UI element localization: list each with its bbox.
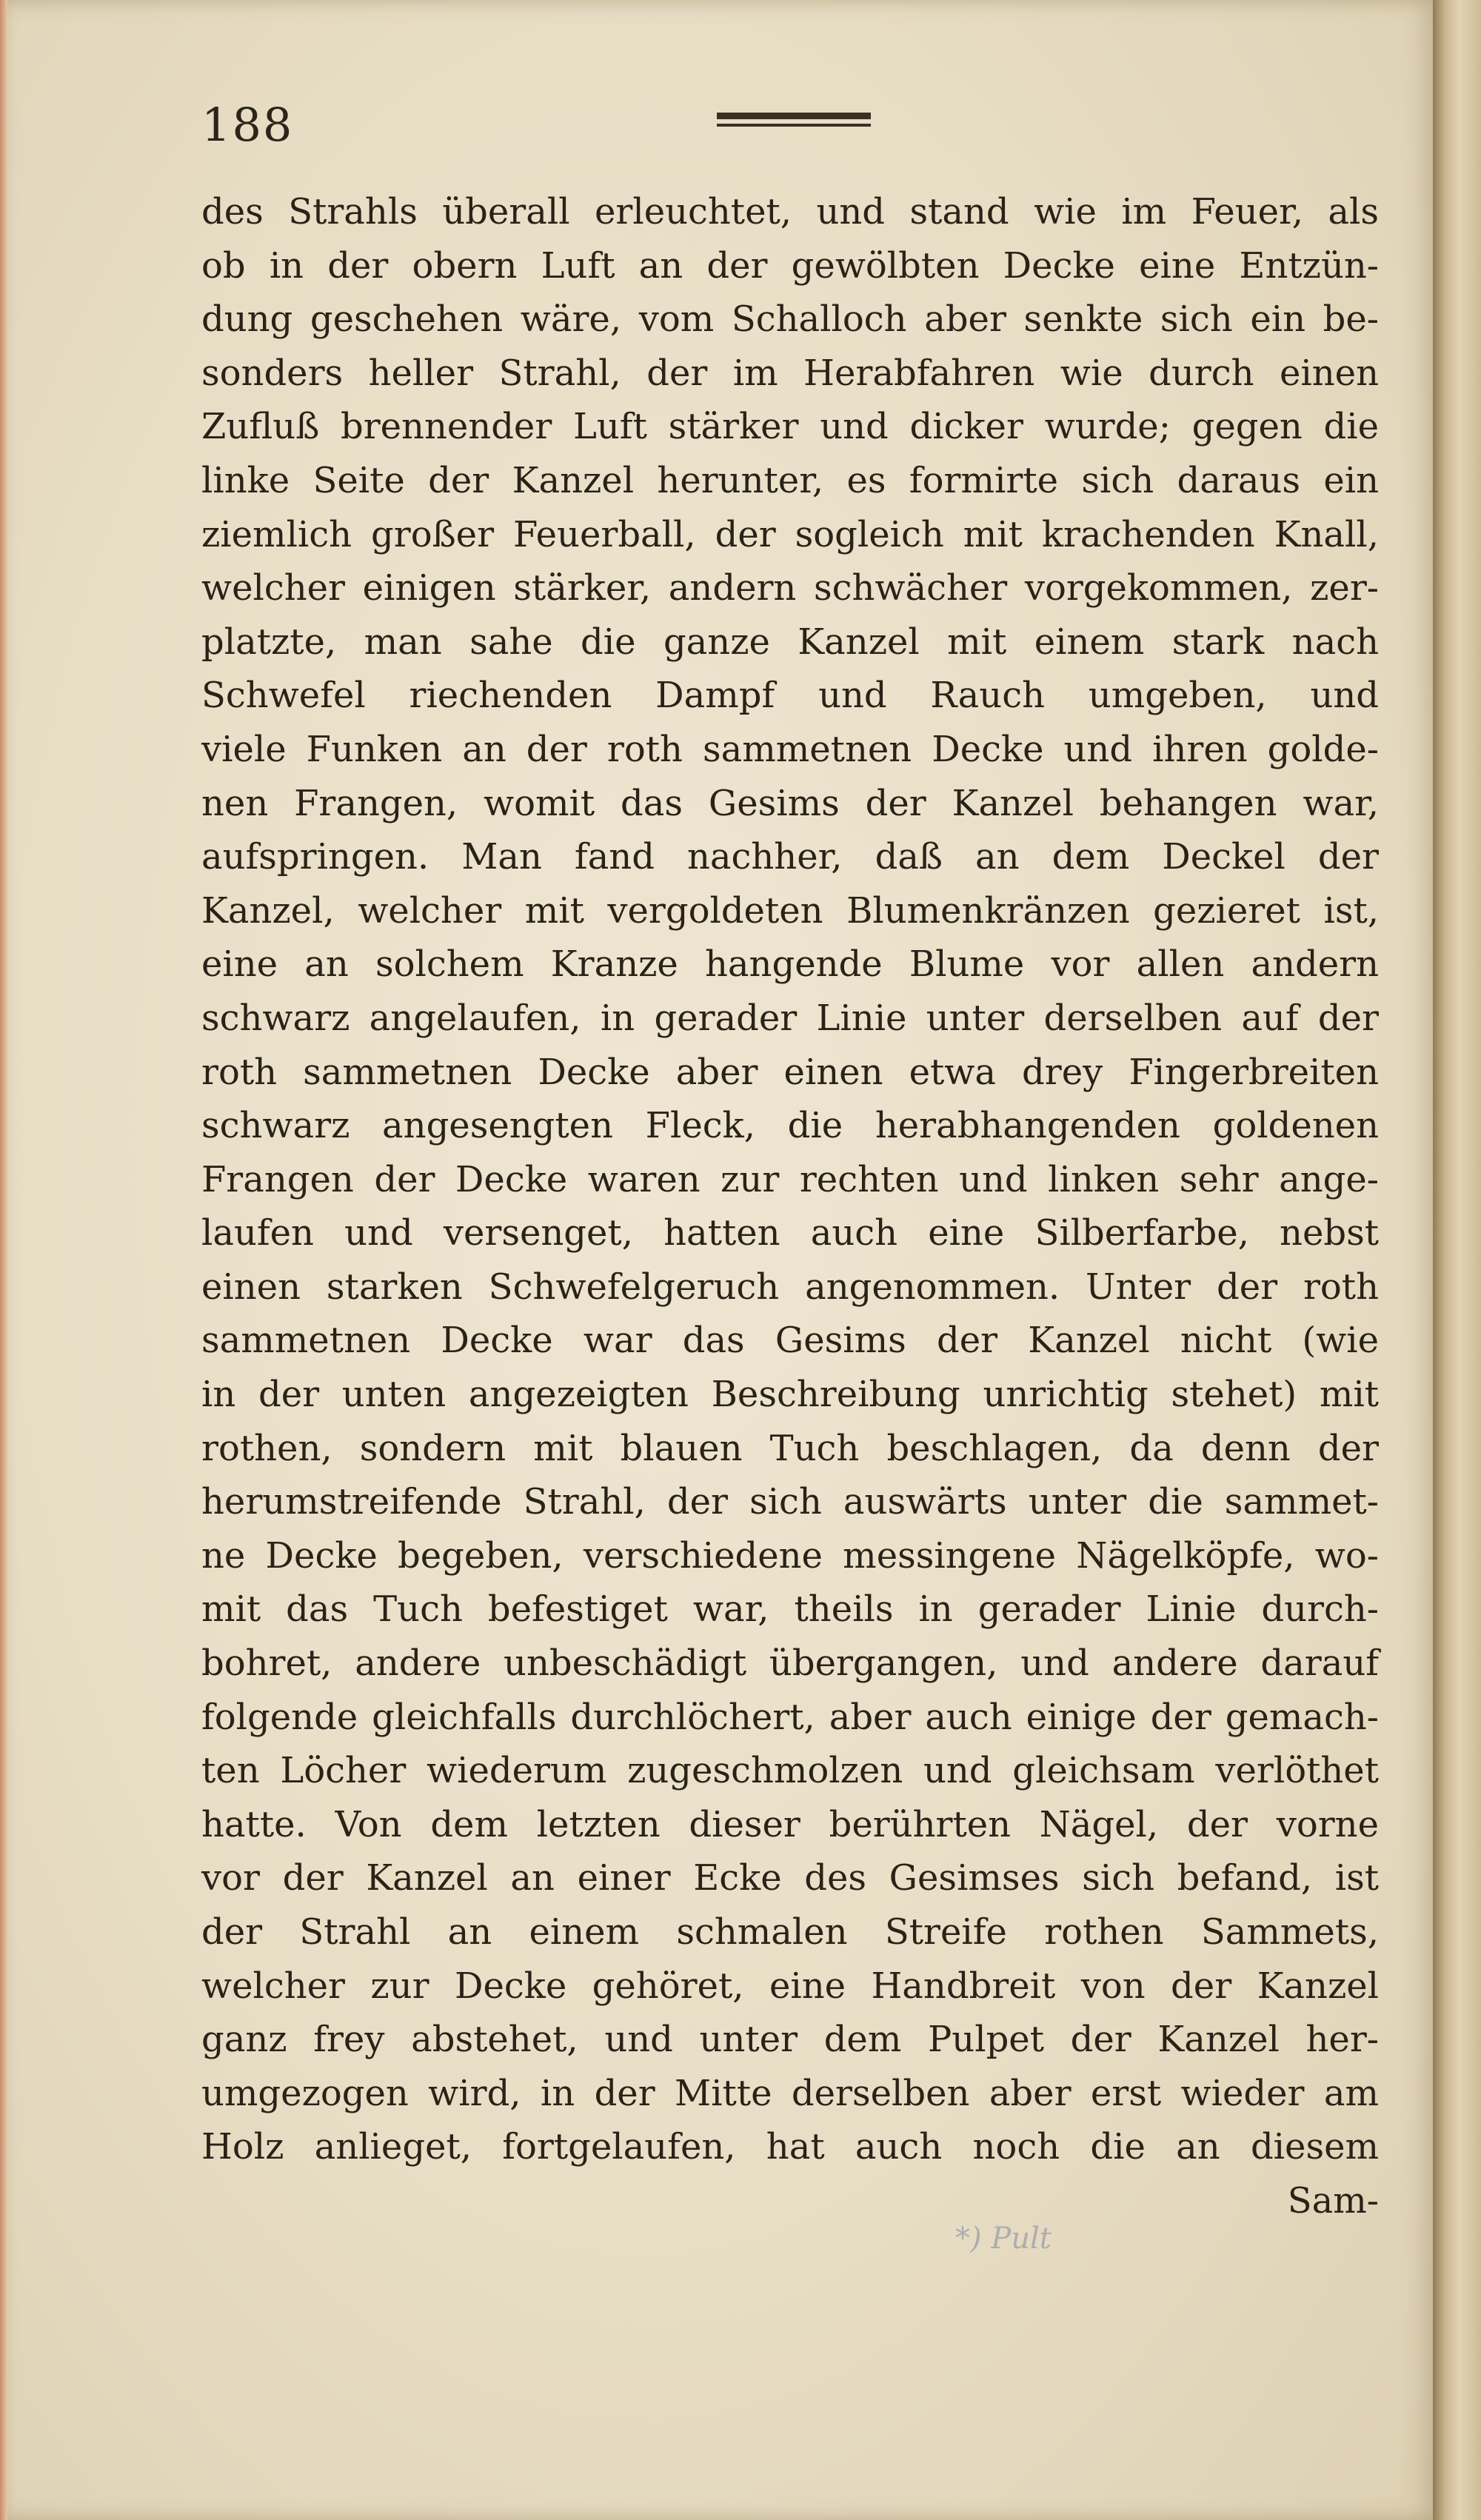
- text-line: schwarz angesengten Fleck, die herabhangenden goldenen: [201, 1105, 1379, 1147]
- text-line: des Strahls überall erleuchtet, und stand wie im Feuer, als: [201, 191, 1379, 233]
- text-line: nen Frangen, womit das Gesims der Kanzel behangen war,: [201, 782, 1379, 824]
- text-line: schwarz angelaufen, in gerader Linie unter derselben auf der: [201, 997, 1379, 1039]
- text-line: Schwefel riechenden Dampf und Rauch umgeben, und: [201, 675, 1379, 717]
- text-line: sammetnen Decke war das Gesims der Kanzel nicht (wie: [201, 1320, 1379, 1362]
- text-line: umgezogen wird, in der Mitte derselben aber erst wieder am: [201, 2072, 1379, 2114]
- text-line: sonders heller Strahl, der im Herabfahren wie durch einen: [201, 352, 1379, 394]
- page-left-edge: [0, 0, 7, 2520]
- text-line: ob in der obern Luft an der gewölbten Decke eine Entzün-: [201, 244, 1379, 287]
- text-line: eine an solchem Kranze hangende Blume vor allen andern: [201, 943, 1379, 986]
- text-line: welcher einigen stärker, andern schwächer vorgekommen, zer-: [201, 567, 1379, 609]
- book-gutter: [1433, 0, 1481, 2520]
- text-line: aufspringen. Man fand nachher, daß an dem Deckel der: [201, 836, 1379, 878]
- text-line: laufen und versenget, hatten auch eine Silberfarbe, nebst: [201, 1212, 1379, 1254]
- text-line: Frangen der Decke waren zur rechten und linken sehr ange-: [201, 1158, 1379, 1200]
- catchword: Sam-: [1287, 2179, 1379, 2222]
- text-line: ganz frey abstehet, und unter dem Pulpet der Kanzel her-: [201, 2019, 1379, 2061]
- body-text: [201, 185, 1379, 2228]
- text-line: ten Löcher wiederum zugeschmolzen und gleichsam verlöthet: [201, 1750, 1379, 1792]
- text-line: ziemlich großer Feuerball, der sogleich mit krachenden Knall,: [201, 513, 1379, 555]
- text-line: roth sammetnen Decke aber einen etwa drey Fingerbreiten: [201, 1051, 1379, 1093]
- text-line: vor der Kanzel an einer Ecke des Gesimses sich befand, ist: [201, 1857, 1379, 1899]
- text-line: ne Decke begeben, verschiedene messingene Nägelköpfe, wo-: [201, 1534, 1379, 1577]
- text-line: rothen, sondern mit blauen Tuch beschlagen, da denn der: [201, 1427, 1379, 1469]
- text-line: Holz anlieget, fortgelaufen, hat auch noch die an diesem: [201, 2126, 1379, 2168]
- text-line: hatte. Von dem letzten dieser berührten Nägel, der vorne: [201, 1803, 1379, 1845]
- handwritten-margin-note: *) Pult: [955, 2222, 1052, 2256]
- text-line: einen starken Schwefelgeruch angenommen. Unter der roth: [201, 1266, 1379, 1308]
- text-line: bohret, andere unbeschädigt übergangen, und andere darauf: [201, 1642, 1379, 1685]
- text-line: mit das Tuch befestiget war, theils in gerader Linie durch-: [201, 1588, 1379, 1631]
- text-line: Kanzel, welcher mit vergoldeten Blumenkränzen gezieret ist,: [201, 889, 1379, 932]
- text-line: herumstreifende Strahl, der sich auswärts unter die sammet-: [201, 1481, 1379, 1523]
- text-line: dung geschehen wäre, vom Schalloch aber senkte sich ein be-: [201, 298, 1379, 341]
- text-line: der Strahl an einem schmalen Streife rothen Sammets,: [201, 1911, 1379, 1953]
- text-line: Zufluß brennender Luft stärker und dicker wurde; gegen die: [201, 406, 1379, 448]
- text-line: linke Seite der Kanzel herunter, es formirte sich daraus ein: [201, 459, 1379, 501]
- text-line: platzte, man sahe die ganze Kanzel mit einem stark nach: [201, 621, 1379, 663]
- text-line: welcher zur Decke gehöret, eine Handbreit von der Kanzel: [201, 1965, 1379, 2007]
- text-line: folgende gleichfalls durchlöchert, aber auch einige der gemach-: [201, 1696, 1379, 1738]
- text-line: viele Funken an der roth sammetnen Decke und ihren golde-: [201, 728, 1379, 770]
- header-rule: [717, 113, 871, 131]
- page-number: 188: [201, 98, 294, 152]
- text-line: in der unten angezeigten Beschreibung unrichtig stehet) mit: [201, 1374, 1379, 1416]
